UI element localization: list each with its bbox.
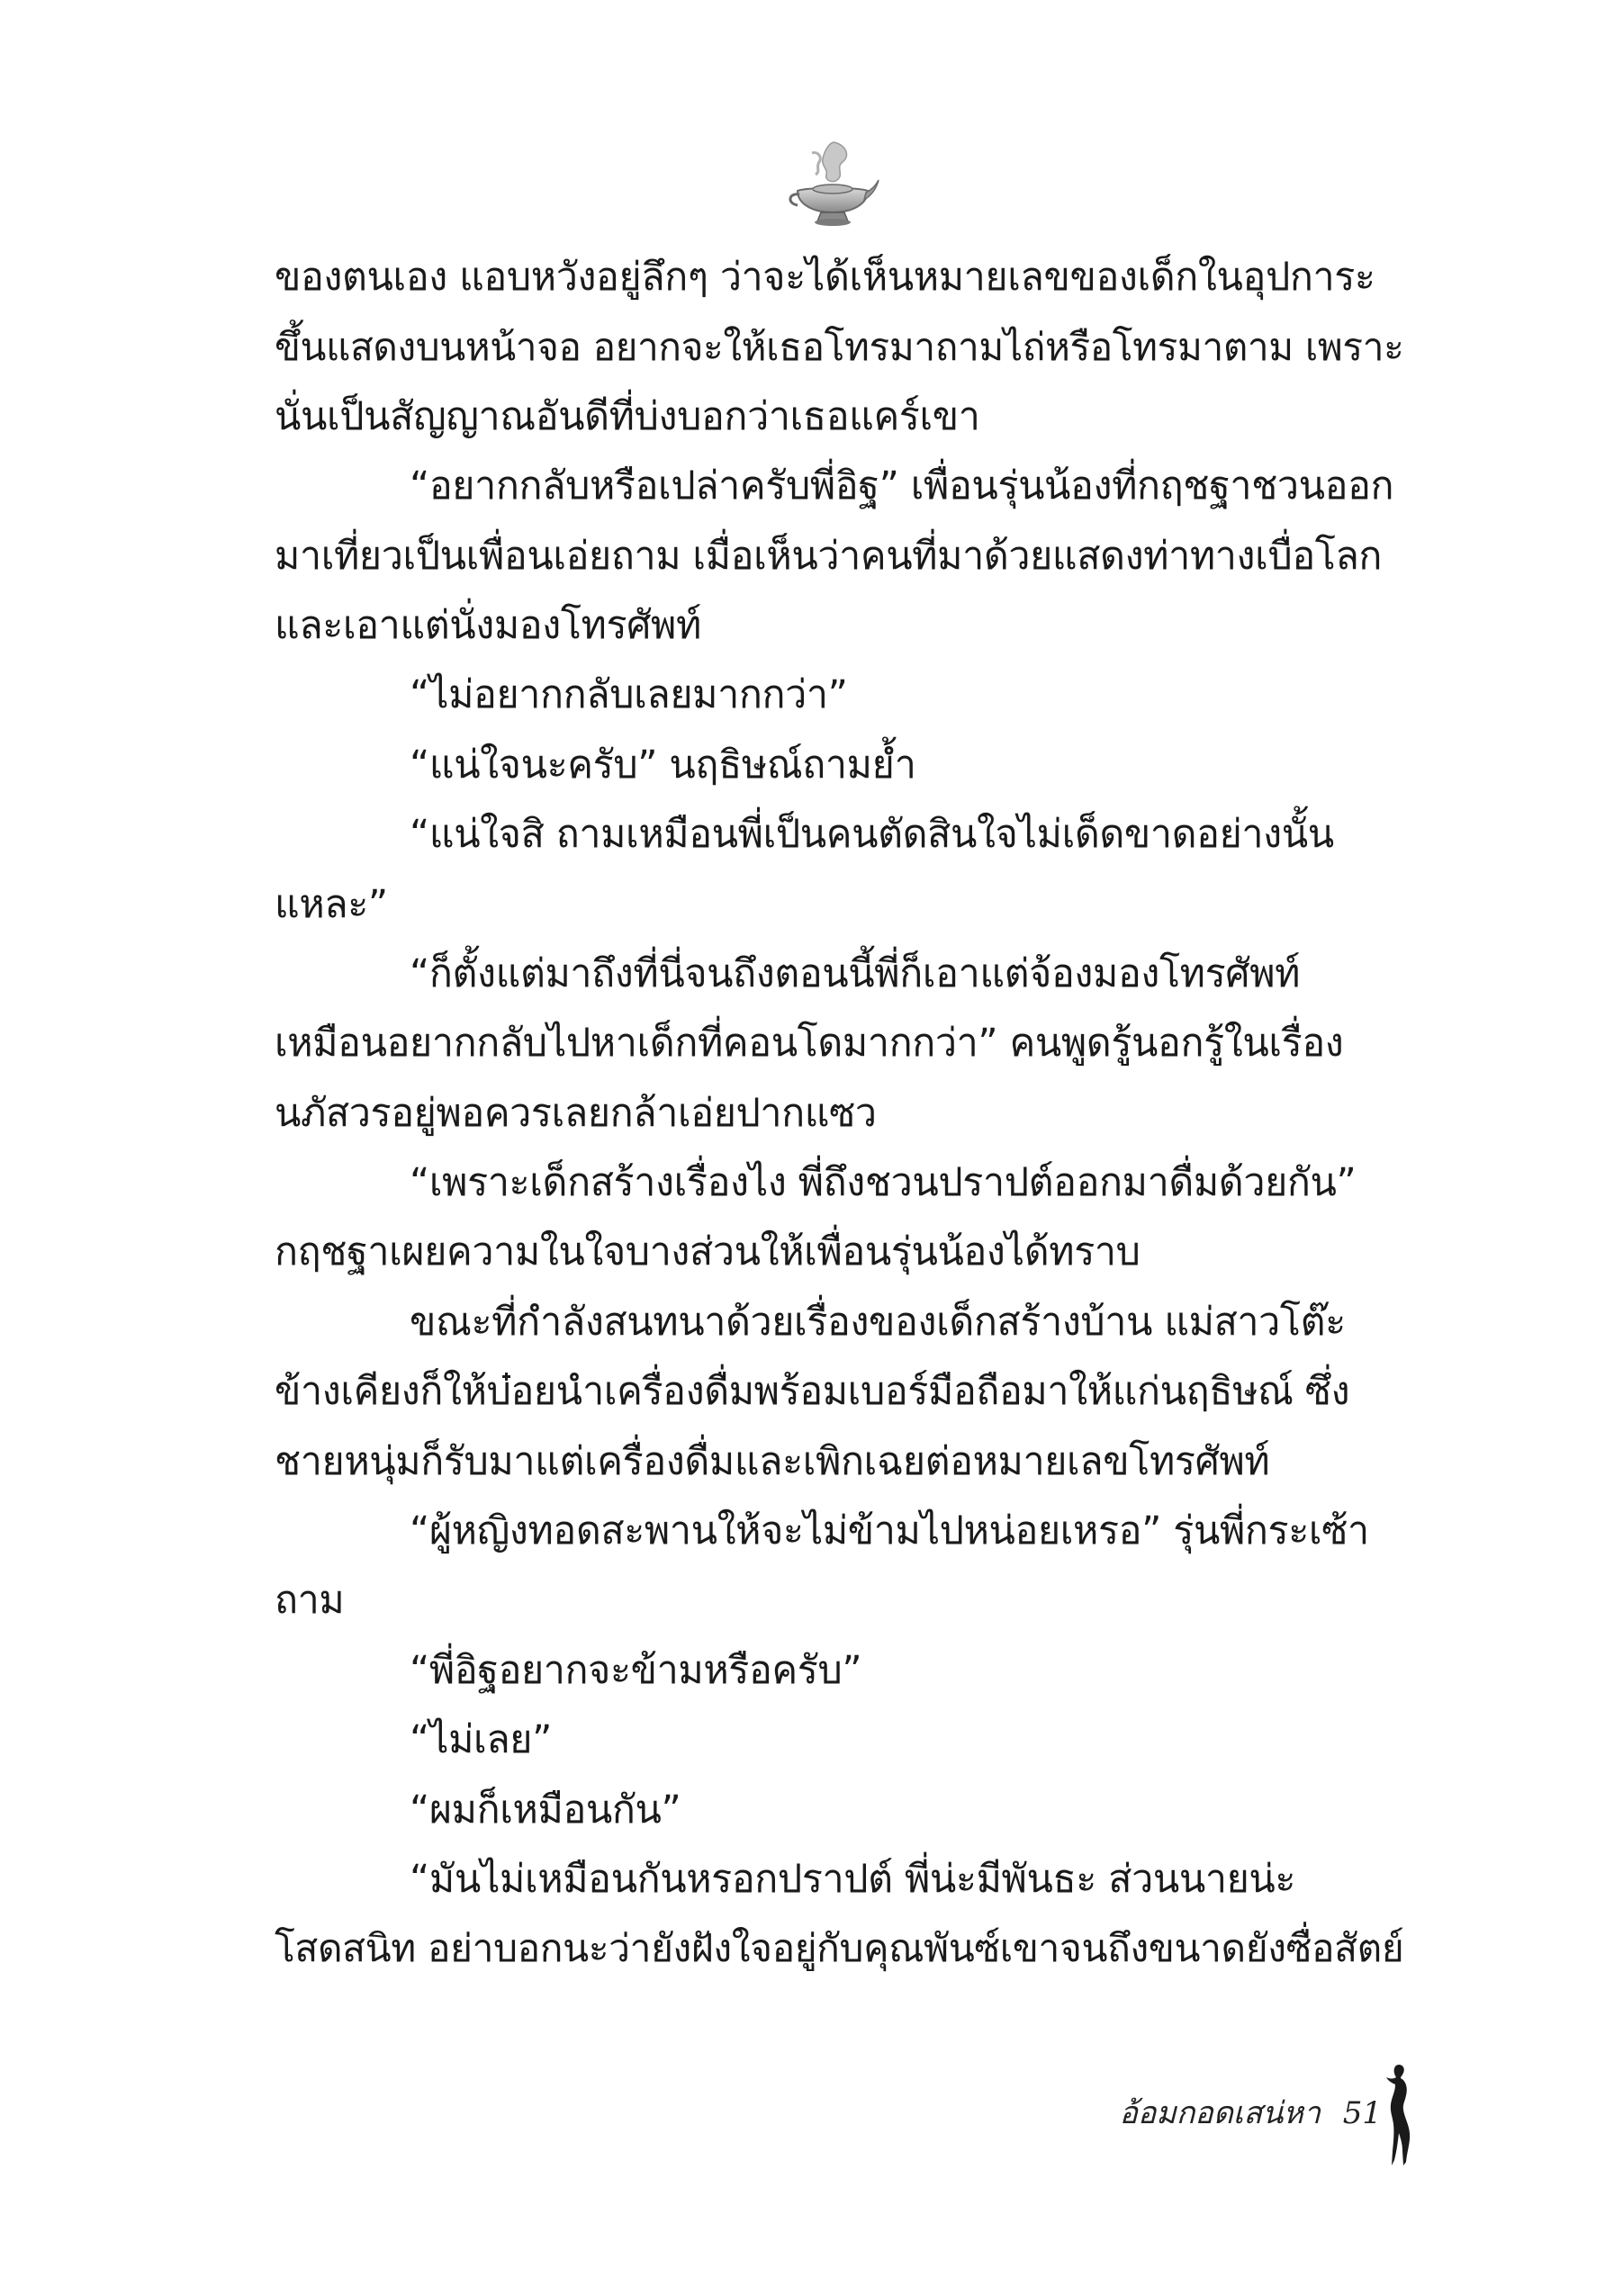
text-line: ข้างเคียงก็ให้บ๋อยนำเครื่องดื่มพร้อมเบอร์มือถือมาให้แก่นฤธิษณ์ ซึ่ง — [275, 1369, 1350, 1415]
text-line: ถาม — [275, 1578, 345, 1624]
text-line: ของตนเอง แอบหวังอยู่ลึกๆ ว่าจะได้เห็นหมายเลขของเด็กในอุปการะ — [275, 255, 1375, 300]
text-line: “ไม่อยากกลับเลยมากกว่า” — [410, 672, 848, 718]
text-line: “ก็ตั้งแต่มาถึงที่นี่จนถึงตอนนี้พี่ก็เอาแต่จ้องมองโทรศัพท์ — [410, 950, 1301, 996]
text-line: “มันไม่เหมือนกันหรอกปราปต์ พี่น่ะมีพันธะ ส่วนนายน่ะ — [410, 1856, 1296, 1902]
text-line: “ผู้หญิงทอดสะพานให้จะไม่ข้ามไปหน่อยเหรอ” รุ่นพี่กระเซ้า — [410, 1508, 1369, 1554]
text-line: “เพราะเด็กสร้างเรื่องไง พี่ถึงชวนปราปต์ออกมาดื่มด้วยกัน” — [410, 1160, 1357, 1206]
text-line: นภัสวรอยู่พอควรเลยกล้าเอ่ยปากแซว — [275, 1090, 877, 1136]
text-line: “อยากกลับหรือเปล่าครับพี่อิฐ” เพื่อนรุ่นน้องที่กฤชฐาชวนออก — [410, 464, 1394, 509]
text-line: “ไม่เลย” — [410, 1717, 552, 1763]
text-line: ขึ้นแสดงบนหน้าจอ อยากจะให้เธอโทรมาถามไถ่หรือโทรมาตาม เพราะ — [275, 325, 1404, 370]
woman-silhouette-icon — [1379, 2061, 1420, 2169]
text-line: กฤชฐาเผยความในใจบางส่วนให้เพื่อนรุ่นน้องได้ทราบ — [275, 1229, 1141, 1275]
text-line: “แน่ใจนะครับ” นฤธิษณ์ถามย้ำ — [410, 742, 916, 788]
teapot-lamp-icon — [781, 135, 880, 234]
text-line: และเอาแต่นั่งมองโทรศัพท์ — [275, 602, 701, 648]
page-footer — [905, 2070, 1382, 2160]
text-line: โสดสนิท อย่าบอกนะว่ายังฝังใจอยู่กับคุณพันซ์เขาจนถึงขนาดยังซื่อสัตย์ — [275, 1927, 1404, 1972]
text-line: “พี่อิฐอยากจะข้ามหรือครับ” — [410, 1647, 862, 1693]
text-line: ชายหนุ่มก็รับมาแต่เครื่องดื่มและเพิกเฉยต่อหมายเลขโทรศัพท์ — [275, 1438, 1270, 1484]
text-line: “ผมก็เหมือนกัน” — [410, 1787, 681, 1832]
text-line: นั่นเป็นสัญญาณอันดีที่บ่งบอกว่าเธอแคร์เขา — [275, 393, 980, 439]
body-text — [275, 243, 1404, 1985]
running-footer — [1119, 2088, 1382, 2137]
text-line: เหมือนอยากกลับไปหาเด็กที่คอนโดมากกว่า” คนพูดรู้นอกรู้ในเรื่อง — [275, 1021, 1344, 1067]
text-line: “แน่ใจสิ ถามเหมือนพี่เป็นคนตัดสินใจไม่เด็ดขาดอย่างนั้น — [410, 812, 1334, 858]
text-line: มาเที่ยวเป็นเพื่อนเอ่ยถาม เมื่อเห็นว่าคนที่มาด้วยแสดงท่าทางเบื่อโลก — [275, 533, 1383, 579]
text-line: แหละ” — [275, 881, 388, 927]
page-number: 51 — [1342, 2095, 1382, 2131]
text-line: ขณะที่กำลังสนทนาด้วยเรื่องของเด็กสร้างบ้าน แม่สาวโต๊ะ — [410, 1299, 1346, 1345]
book-title: อ้อมกอดเสน่หา — [1119, 2095, 1321, 2131]
